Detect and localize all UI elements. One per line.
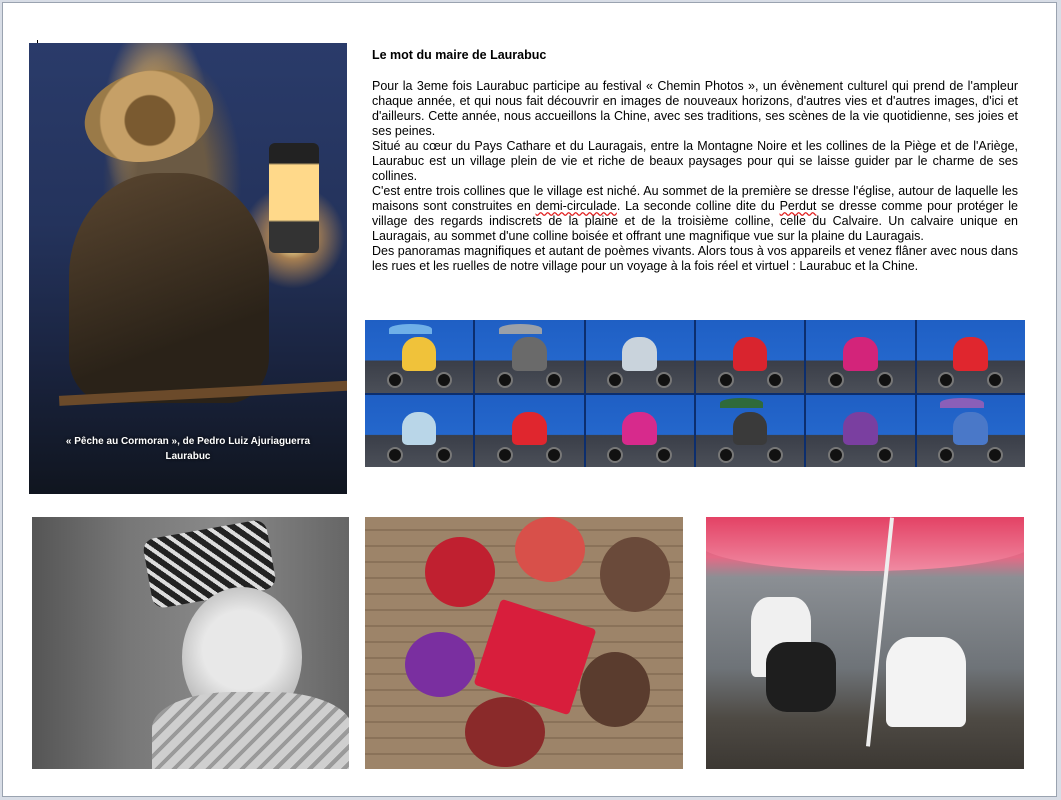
scooter-photo-4 [696, 320, 804, 393]
scooter-wheel [987, 447, 1003, 463]
scooter-wheel [767, 372, 783, 388]
scooter-wheel [767, 447, 783, 463]
paragraph-1: Pour la 3eme fois Laurabuc participe au festival « Chemin Photos », un évènement culturel qui prend de l'ampleur chaque année, et qui nous fait découvrir en images de nouveaux horizons, d'autres vies et d'autres images, d'ici et d'ailleurs. Cette année, nous accueillons la Chine, avec ses traditions, ses scènes de la vie quotidienne, ses joies et ses peines. [372, 79, 1018, 138]
paragraph-3-text: C'est entre trois collines que le village est niché. Au sommet de la première se dresse l'église, autour de laquelle les maisons sont construites en [372, 184, 1018, 213]
player [515, 517, 585, 582]
cormorant-fisherman-photo [29, 43, 347, 494]
lantern [269, 143, 319, 253]
scooter-wheel [987, 372, 1003, 388]
boy-portrait-photo [32, 517, 349, 769]
scooter-photo-6 [917, 320, 1025, 393]
scooter-photo-12 [917, 395, 1025, 468]
scooter-rider [512, 412, 547, 445]
paragraph-3-text: . La seconde colline dite du [616, 199, 780, 213]
document-page [2, 2, 1057, 797]
scooter-rider [843, 337, 878, 370]
scooter-wheel [546, 447, 562, 463]
scooter-wheel [546, 372, 562, 388]
scooter-wheel [497, 372, 513, 388]
mayor-text [372, 79, 1018, 274]
spellcheck-word: demi-circulade [535, 199, 617, 213]
player [425, 537, 495, 607]
scooter-wheel [877, 372, 893, 388]
player [405, 632, 475, 697]
scooter-rider [512, 337, 547, 370]
scooter-rider [402, 412, 437, 445]
paragraph-3 [372, 184, 1018, 244]
scooter-wheel [607, 447, 623, 463]
scooter-rider [733, 337, 768, 370]
scooter-photo-11 [806, 395, 914, 468]
scooter-photo-8 [475, 395, 583, 468]
player [580, 652, 650, 727]
card-players-photo [365, 517, 683, 769]
scooter-rider [622, 412, 657, 445]
street-barber-photo [706, 517, 1024, 769]
player [600, 537, 670, 612]
photo-caption [29, 434, 347, 464]
scooter-wheel [656, 372, 672, 388]
caption-line-2: Laurabuc [165, 451, 211, 462]
scooter-rider [733, 412, 768, 445]
scooter-wheel [497, 447, 513, 463]
scooter-wheel [718, 372, 734, 388]
scooter-wheel [877, 447, 893, 463]
scooter-rider [622, 337, 657, 370]
scooter-wheel [436, 372, 452, 388]
fisherman-figure [69, 173, 269, 403]
red-umbrella [706, 517, 1024, 571]
umbrella [499, 324, 542, 334]
scooter-rider [843, 412, 878, 445]
scooter-rider [953, 412, 988, 445]
scooter-photo-2 [475, 320, 583, 393]
paragraph-4: Des panoramas magnifiques et autant de poèmes vivants. Alors tous à vos appareils et venez flâner avec nous dans les rues et les ruelles de notre village pour un voyage à la fois réel et virtuel : Laurabuc et la Chine. [372, 244, 1018, 273]
player [465, 697, 545, 767]
scooter-photo-5 [806, 320, 914, 393]
scooter-photo-7 [365, 395, 473, 468]
scooter-rider [953, 337, 988, 370]
scooter-wheel [387, 372, 403, 388]
barber-client [886, 637, 966, 727]
document-title: Le mot du maire de Laurabuc [372, 48, 547, 62]
scooter-wheel [828, 372, 844, 388]
straw-hat [76, 58, 222, 173]
caption-line-1: « Pêche au Cormoran », de Pedro Luiz Ajuriaguerra [65, 436, 311, 447]
scooter-wheel [938, 372, 954, 388]
scooter-photo-3 [586, 320, 694, 393]
scooter-wheel [656, 447, 672, 463]
paragraph-3-text: se dresse comme pour protéger le village des regards indiscrets de la plaine et de la troisième colline, celle du Calvaire. Un calvaire unique en Lauragais, au sommet d'une colline boisée et offrant une magnifique vue sur la plaine du Lauragais. [372, 199, 1019, 243]
scooter-photo-10 [696, 395, 804, 468]
umbrella [389, 324, 432, 334]
spellcheck-word: Perdut [779, 199, 817, 213]
scooter-photo-9 [586, 395, 694, 468]
umbrella [720, 398, 763, 408]
paragraph-2: Situé au cœur du Pays Cathare et du Lauragais, entre la Montagne Noire et les collines de la Piège et de l'Ariège, Laurabuc est un village plein de vie et riche de beaux paysages pour qui se laisse guider par le charme de ses collines. [372, 139, 1018, 183]
barber-cape [766, 642, 836, 712]
scooter-wheel [607, 372, 623, 388]
scooter-photo-grid [365, 320, 1025, 467]
umbrella [940, 398, 983, 408]
scooter-photo-1 [365, 320, 473, 393]
scooter-rider [402, 337, 437, 370]
scooter-wheel [436, 447, 452, 463]
scooter-wheel [387, 447, 403, 463]
scooter-wheel [938, 447, 954, 463]
scooter-wheel [828, 447, 844, 463]
boy-clothing [152, 692, 349, 769]
scooter-wheel [718, 447, 734, 463]
